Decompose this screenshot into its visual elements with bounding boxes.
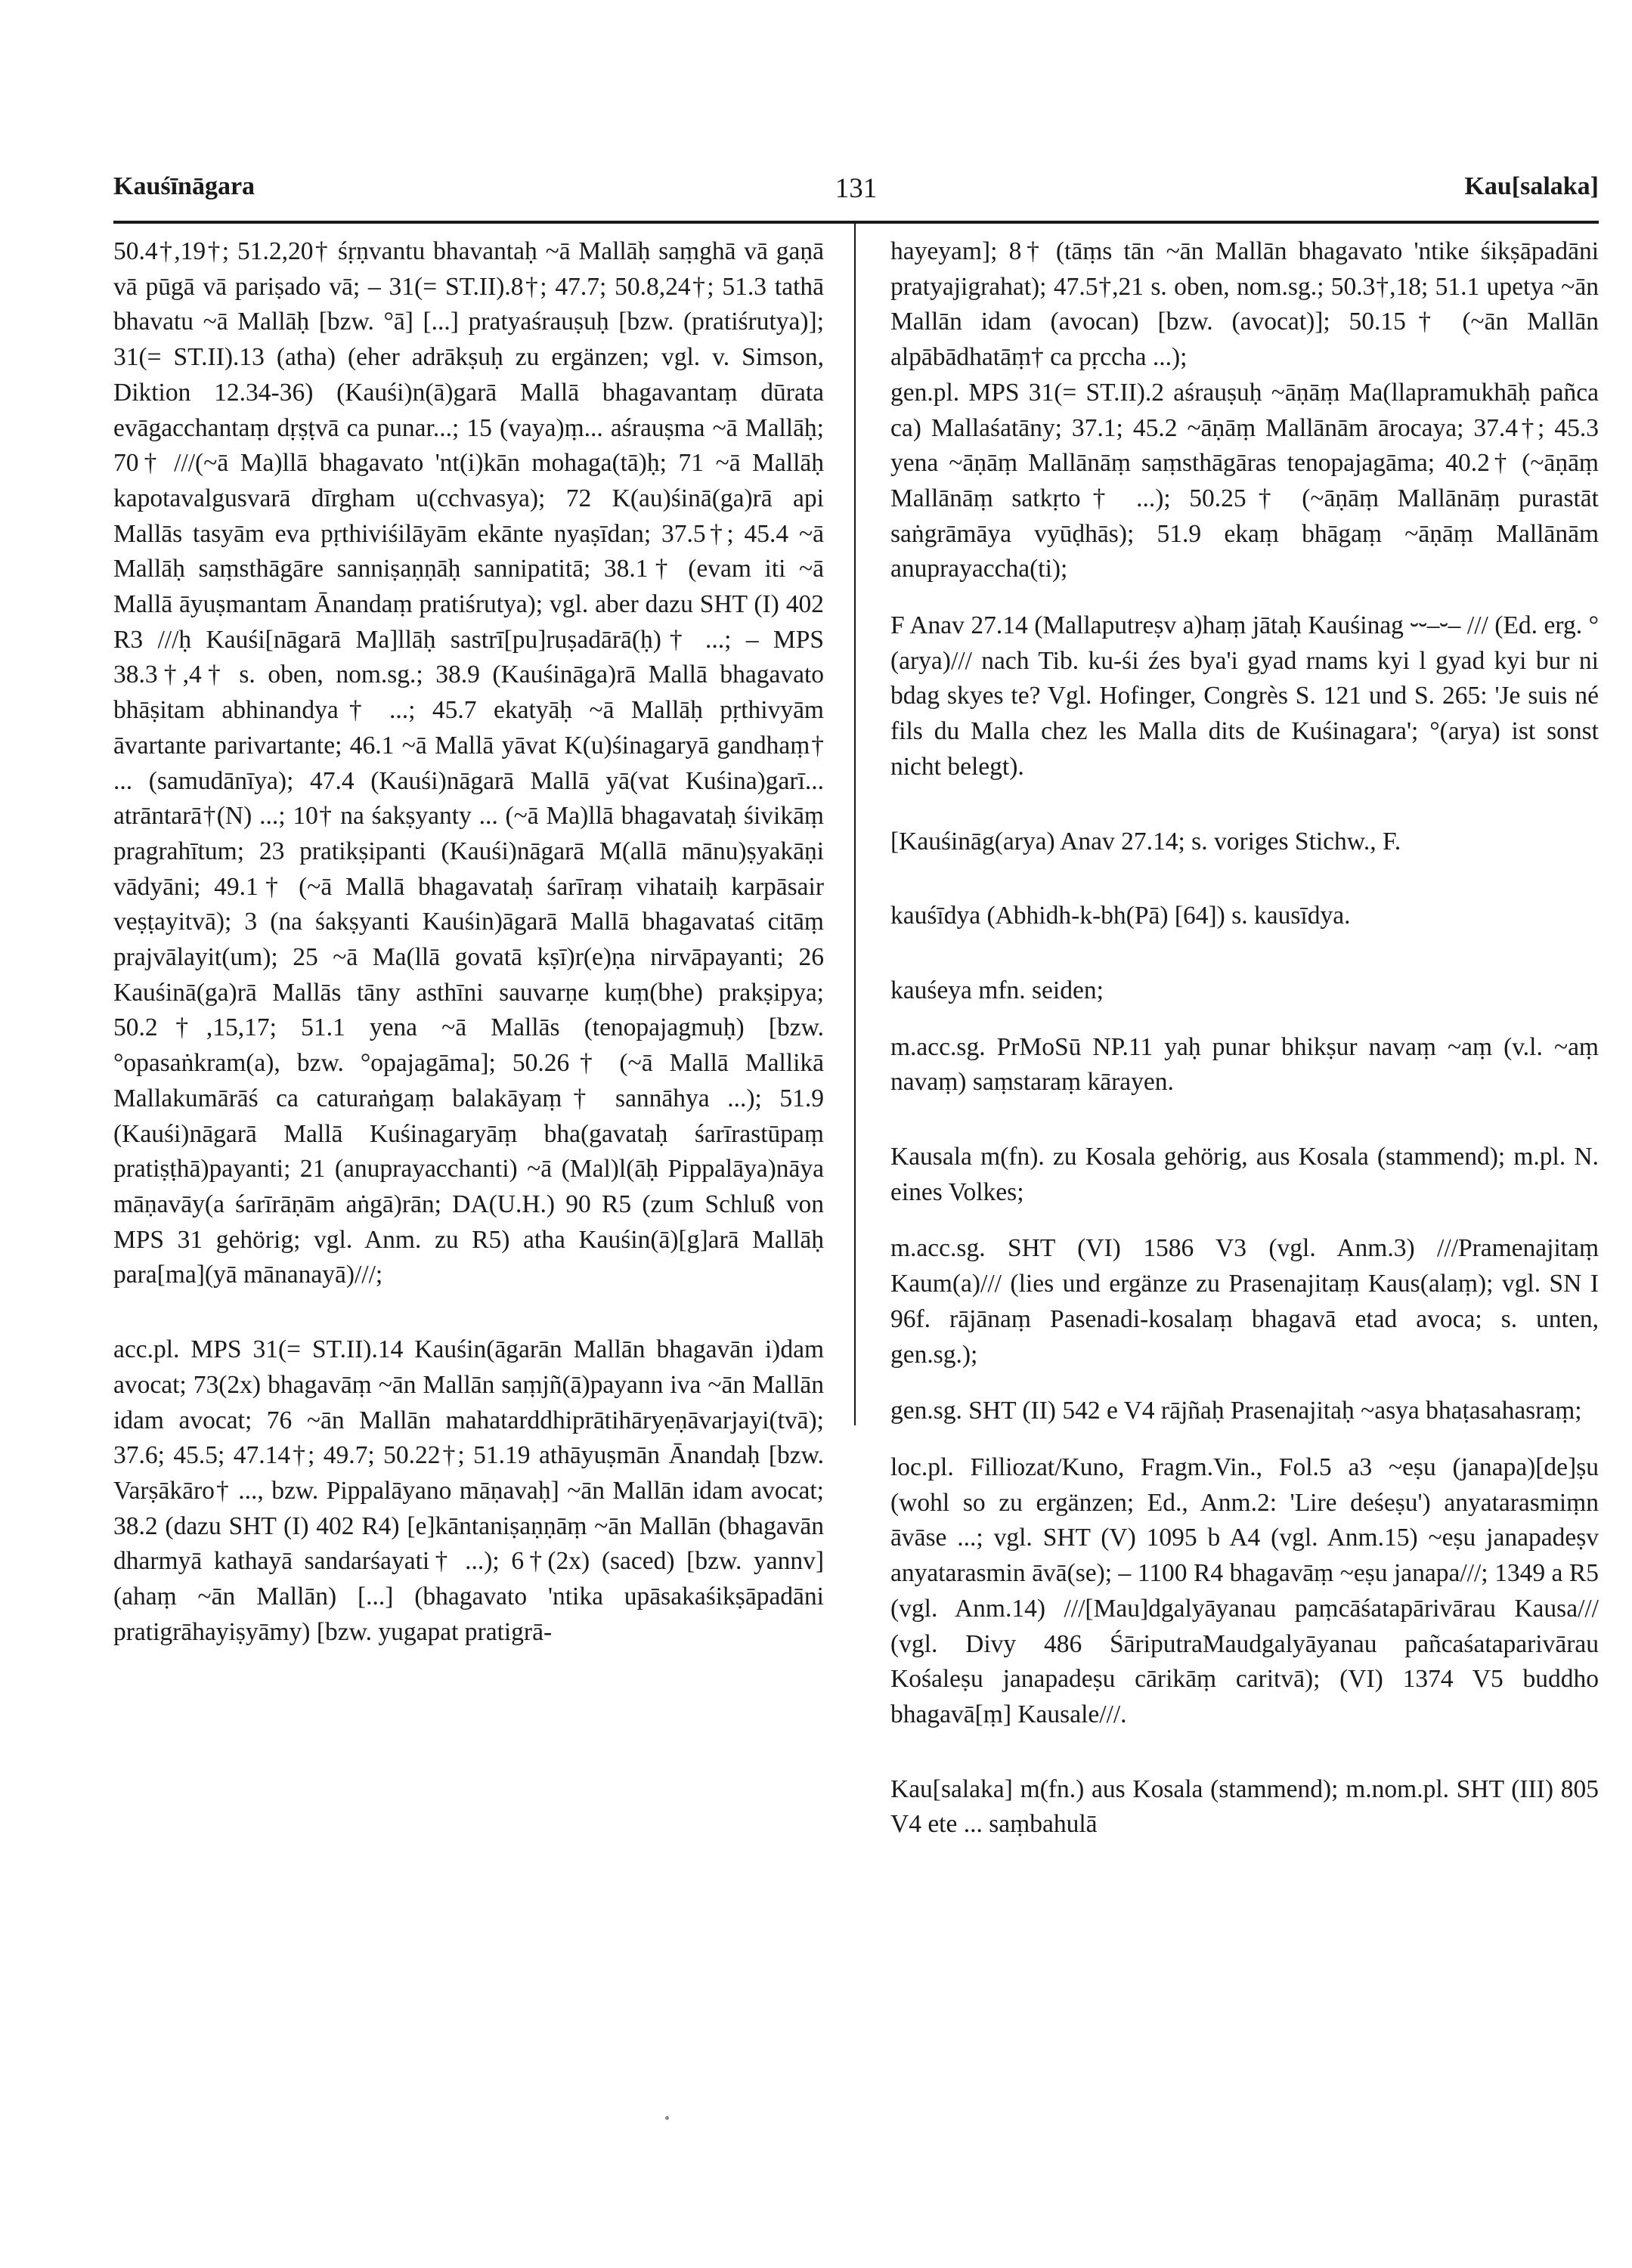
entry-paragraph: gen.sg. SHT (II) 542 e V4 rājñaḥ Prasenajitaḥ ~asya bhaṭasahasraṃ; [890, 1397, 1582, 1425]
page-header [113, 172, 1599, 210]
headword-entry: Kau[salaka] m(fn.) aus Kosala (stammend); m.nom.pl. SHT (III) 805 V4 ete ... saṃbahulā [890, 1774, 1599, 1839]
column-divider [854, 224, 856, 1425]
page-number: 131 [835, 173, 878, 204]
headword-entry: Kausala m(fn). zu Kosala gehörig, aus Kosala (stammend); m.pl. N. eines Volkes; [890, 1143, 1599, 1206]
entry-paragraph: 50.4†,19†; 51.2,20† śṛṇvantu bhavantaḥ ~ā Mallāḥ saṃghā vā gaṇā vā pūgā vā pariṣado vā; – 31(= ST.II).8†; 47.7; 50.8,24†; 51.3 tathā bhavatu ~ā Mallāḥ [bzw. °ā] [...] pratyaśrauṣuḥ [bzw. (pratiśrutya)]; 31(= ST.II).13 (atha) (eher adrākṣuḥ zu ergänzen; vgl. v. Simson, Diktion 12.34-36) (Kauśi)n(ā)garā Mallā bhagavantaṃ dūrata evāgacchantaṃ dṛṣṭvā ca punar...; 15 (vaya)ṃ... aśrauṣma ~ā Mallāḥ; 70† ///(~ā Ma)llā bhagavato 'nt(i)kān mohaga(tā)ḥ; 71 ~ā Mallāḥ kapotavalgusvarā dīrgham u(cchvasya); 72 K(au)śinā(ga)rā api Mallās tasyām eva pṛthiviśilāyām ekānte nyaṣīdan; 37.5†; 45.4 ~ā Mallāḥ saṃsthāgāre sanniṣaṇṇāḥ sannipatitā; 38.1† (evam iti ~ā Mallā āyuṣmantam Ānandaṃ pratiśrutya); vgl. aber dazu SHT (I) 402 R3 ///ḥ Kauśi[nāgarā Ma]llāḥ sastrī[pu]ruṣadārā(ḥ)† ...; – MPS 38.3†,4† s. oben, nom.sg.; 38.9 (Kauśināga)rā Mallā bhagavato bhāṣitam abhinandya† ...; 45.7 ekatyāḥ ~ā Mallāḥ pṛthivyām āvartante parivartante; 46.1 ~ā Mallā yāvat K(u)śinagaryā gandhaṃ† ... (samudānīya); 47.4 (Kauśi)nāgarā Mallā yā(vat Kuśina)garī... atrāntarā†(N) ...; 10† na śakṣyanty ... (~ā Ma)llā bhagavataḥ śivikāṃ pragrahītum; 23 pratikṣipanti (Kauśi)nāgarā M(allā mānu)ṣyakāṇi vādyāni; 49.1† (~ā Mallā bhagavataḥ śarīraṃ vihataiḥ karpāsair veṣṭayitvā); 3 (na śakṣyanti Kauśin)āgarā Mallā bhagavataś citāṃ prajvālayit(um); 25 ~ā Ma(llā govatā kṣī)r(e)ṇa nirvāpayanti; 26 Kauśinā(ga)rā Mallās tāny asthīni sauvarṇe kuṃ(bhe) prakṣipya; 50.2†,15,17; 51.1 yena ~ā Mallās (tenopajagmuḥ) [bzw. °opasaṅkram(a), bzw. °opajagāma]; 50.26† (~ā Mallā Mallikā Mallakumārāś ca caturaṅgaṃ balakāyaṃ† sannāhya ...); 51.9 (Kauśi)nāgarā Mallā Kuśinagaryāṃ bha(gavataḥ śarīrastūpaṃ pratiṣṭhā)payanti; 21 (anuprayacchanti) ~ā (Mal)l(āḥ Pippalāya)nāya māṇavāy(a śarīrāṇām aṅgā)rān; DA(U.H.) 90 R5 (zum Schluß von MPS 31 gehörig; vgl. Anm. zu R5) atha Kauśin(ā)[g]arā Mallāḥ para[ma](yā mānanayā)///; [113, 237, 824, 1289]
headword-entry: kauśeya mfn. seiden; [890, 976, 1104, 1004]
stray-mark [665, 2116, 669, 2120]
entry-paragraph: hayeyam]; 8† (tāṃs tān ~ān Mallān bhagavato 'ntike śikṣāpadāni pratyajigrahat); 47.5†,21 s. oben, nom.sg.; 50.3†,18; 51.1 upetya ~ān Mallān idam (avocan) [bzw. (avocat)]; 50.15† (~ān Mallān alpābādhatāṃ† ca pṛccha ...); [890, 237, 1599, 372]
entry-paragraph: m.acc.sg. PrMoSū NP.11 yaḥ punar bhikṣur navaṃ ~aṃ (v.l. ~aṃ navaṃ) saṃstaraṃ kārayen. [890, 1032, 1599, 1097]
running-head-right: Kau[salaka] [1464, 172, 1599, 200]
entry-paragraph: F Anav 27.14 (Mallaputreṣv a)haṃ jātaḥ Kauśinag ⏑⏑–⏑– /// (Ed. erg. °(arya)/// nach Tib. ku-śi źes bya'i gyad rnams kyi l gyad kyi bur ni bdag skyes te? Vgl. Hofinger, Congrès S. 121 und S. 265: 'Je suis né fils du Malla chez les Malla dits de Kuśinagara'; °(arya) ist sonst nicht belegt). [890, 611, 1599, 781]
entry-paragraph: gen.pl. MPS 31(= ST.II).2 aśrauṣuḥ ~āṇāṃ Ma(llapramukhāḥ pañca ca) Mallaśatāny; 37.1; 45.2 ~āṇāṃ Mallānām ārocaya; 37.4†; 45.3 yena ~āṇāṃ Mallānāṃ saṃsthāgāras tenopajagāma; 40.2† (~āṇāṃ Mallānāṃ satkṛto† ...); 50.25† (~āṇāṃ Mallānāṃ purastāt saṅgrāmāya vyūḍhās); 51.9 ekaṃ bhāgaṃ ~āṇāṃ Mallānām anuprayaccha(ti); [890, 378, 1599, 583]
entry-paragraph: [Kauśināg(arya) Anav 27.14; s. voriges Stichw., F. [890, 827, 1401, 856]
left-column [113, 234, 824, 1650]
headword-entry: kauśīdya (Abhidh-k-bh(Pā) [64]) s. kausīdya. [890, 902, 1351, 930]
running-head-left: Kauśīnāgara [113, 172, 255, 200]
entry-paragraph: loc.pl. Filliozat/Kuno, Fragm.Vin., Fol.5 a3 ~eṣu (janapa)[de]ṣu (wohl so zu ergänzen; Ed., Anm.2: 'Lire deśeṣu') anyatarasmiṃn āvāse ...; vgl. SHT (V) 1095 b A4 (vgl. Anm.15) ~eṣu janapadeṣv anyatarasmin āvā(se); – 1100 R4 bhagavāṃ ~eṣu janapa///; 1349 a R5 (vgl. Anm.14) ///[Mau]dgalyāyanau paṃcāśatapārivārau Kausa/// (vgl. Divy 486 ŚāriputraMaudgalyāyanau pañcaśataparivārau Kośaleṣu janapadeṣu cārikāṃ caritvā); (VI) 1374 V5 buddho bhagavā[ṃ] Kausale///. [890, 1453, 1599, 1728]
header-rule [113, 221, 1599, 224]
entry-paragraph: m.acc.sg. SHT (VI) 1586 V3 (vgl. Anm.3) ///Pramenajitaṃ Kaum(a)/// (lies und ergänze zu Prasenajitaṃ Kaus(alaṃ); vgl. SN I 96f. rājānaṃ Pasenadi-kosalaṃ bhagavā etad avoca; s. unten, gen.sg.); [890, 1234, 1599, 1369]
entry-paragraph: acc.pl. MPS 31(= ST.II).14 Kauśin(āgarān Mallān bhagavān i)dam avocat; 73(2x) bhagavāṃ ~ān Mallān saṃjñ(ā)payann iva ~ān Mallān idam avocat; 76 ~ān Mallān mahatarddhiprātihāryeṇāvarjayi(tvā); 37.6; 45.5; 47.14†; 49.7; 50.22†; 51.19 athāyuṣmān Ānandaḥ [bzw. Varṣākāro† ..., bzw. Pippalāyano māṇavaḥ] ~ān Mallān idam avocat; 38.2 (dazu SHT (I) 402 R4) [e]kāntaniṣaṇṇāṃ ~ān Mallān (bhagavān dharmyā kathayā sandarśayati† ...); 6†(2x) (saced) [bzw. yannv] (ahaṃ ~ān Mallān) [...] (bhagavato 'ntika upāsakaśikṣāpadāni pratigrāhayiṣyāmy) [bzw. yugapat pratigrā- [113, 1335, 824, 1646]
right-column [890, 234, 1599, 1843]
